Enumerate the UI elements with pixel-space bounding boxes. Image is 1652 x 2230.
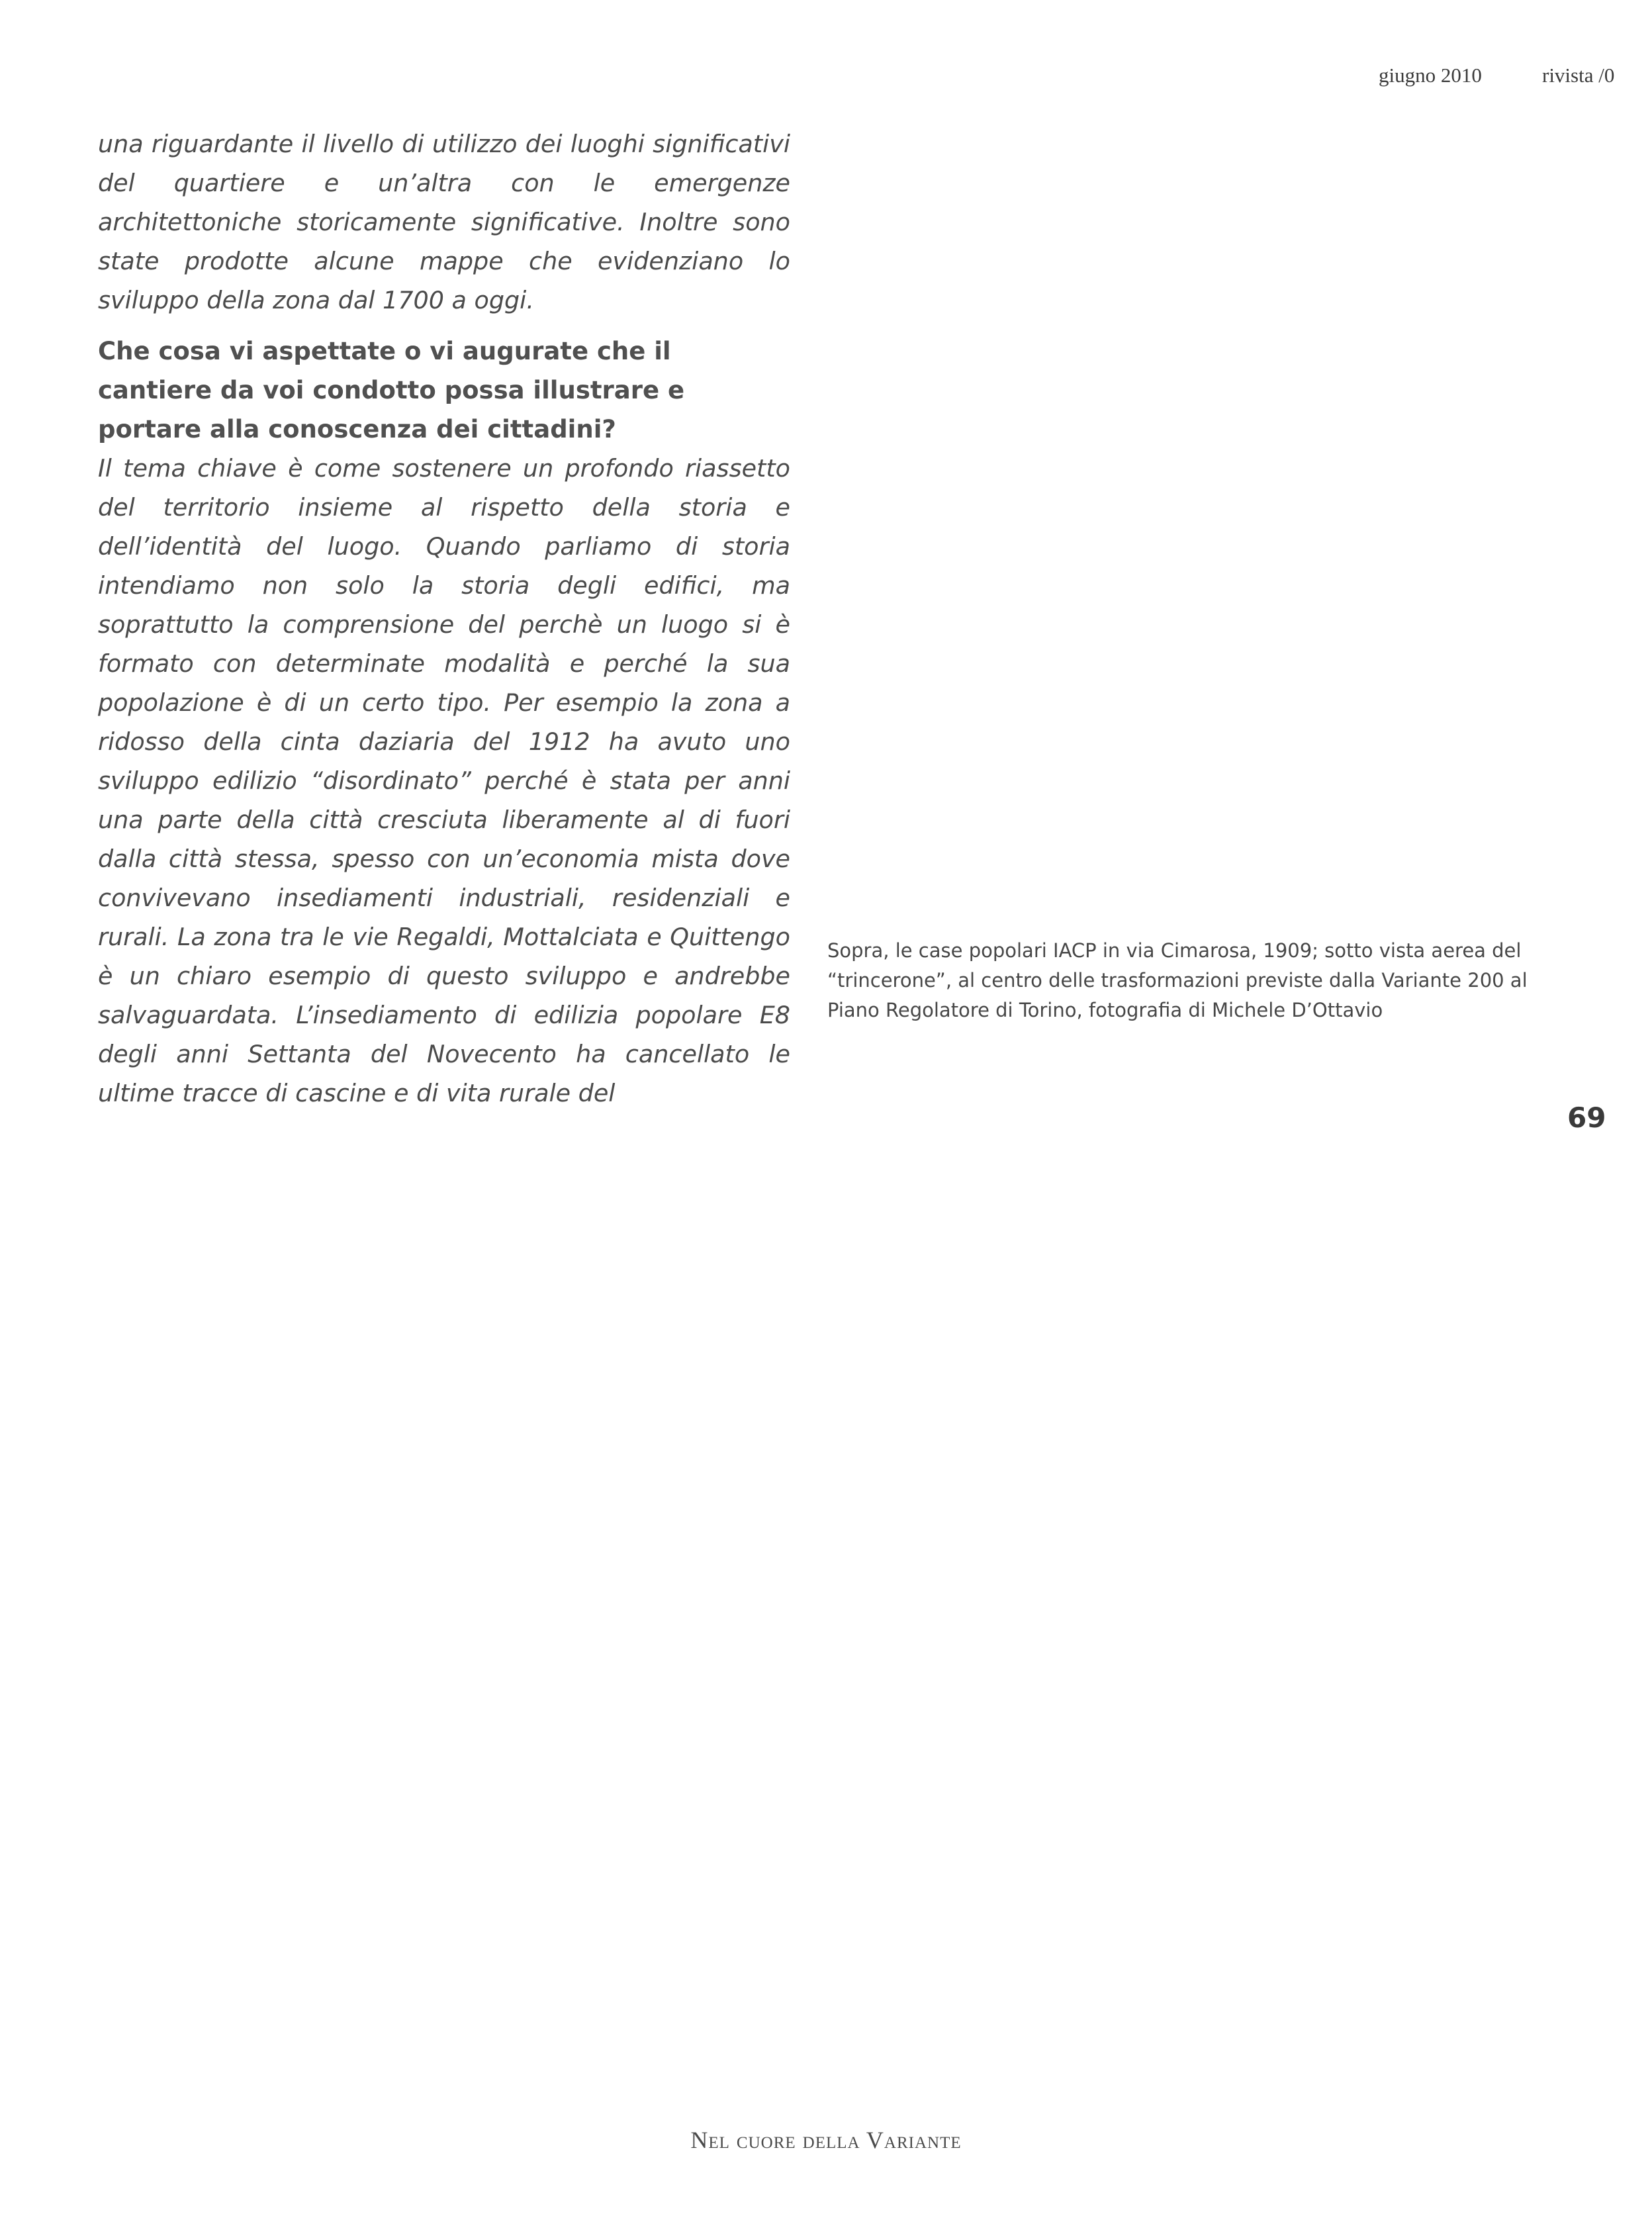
page-number: 69 [1567, 1101, 1606, 1134]
image-caption: Sopra, le case popolari IACP in via Cimarosa, 1909; sotto vista aerea del “trincerone”, al centro delle trasformazioni previste dalla Variante 200 al Piano Regolatore di Torino, fotografia di Michele D’Ottavio [827, 939, 1528, 1021]
footer-title: Nel cuore della Variante [690, 2127, 962, 2153]
intro-paragraph: una riguardante il livello di utilizzo dei luoghi significativi del quartiere e un’altra con le emergenze architettoniche storicamente significative. Inoltre sono state prodotte alcune mappe che evidenziano lo sviluppo della zona dal 1700 a oggi. [98, 130, 790, 314]
article-column [98, 124, 790, 1113]
header-issue: rivista /0 [1542, 64, 1615, 87]
header-date: giugno 2010 [1379, 64, 1482, 87]
interview-question: Che cosa vi aspettate o vi augurate che il cantiere da voi condotto possa illustrare e portare alla conoscenza dei cittadini? [98, 337, 685, 443]
answer-paragraph: Il tema chiave è come sostenere un profondo riassetto del territorio insieme al rispetto della storia e dell’identità del luogo. Quando parliamo di storia intendiamo non solo la storia degli edifici, ma soprattutto la comprensione del perchè un luogo si è formato con determinate modalità e perché la sua popolazione è di un certo tipo. Per esempio la zona a ridosso della cinta daziaria del 1912 ha avuto uno sviluppo edilizio “disordinato” perché è stata per anni una parte della città cresciuta liberamente al di fuori dalla città stessa, spesso con un’economia mista dove convivevano insediamenti industriali, residenziali e rurali. La zona tra le vie Regaldi, Mottalciata e Quittengo è un chiaro esempio di questo sviluppo e andrebbe salvaguardata. L’insediamento di edilizia popolare E8 degli anni Settanta del Novecento ha cancellato le ultime tracce di cascine e di vita rurale del [98, 454, 790, 1107]
